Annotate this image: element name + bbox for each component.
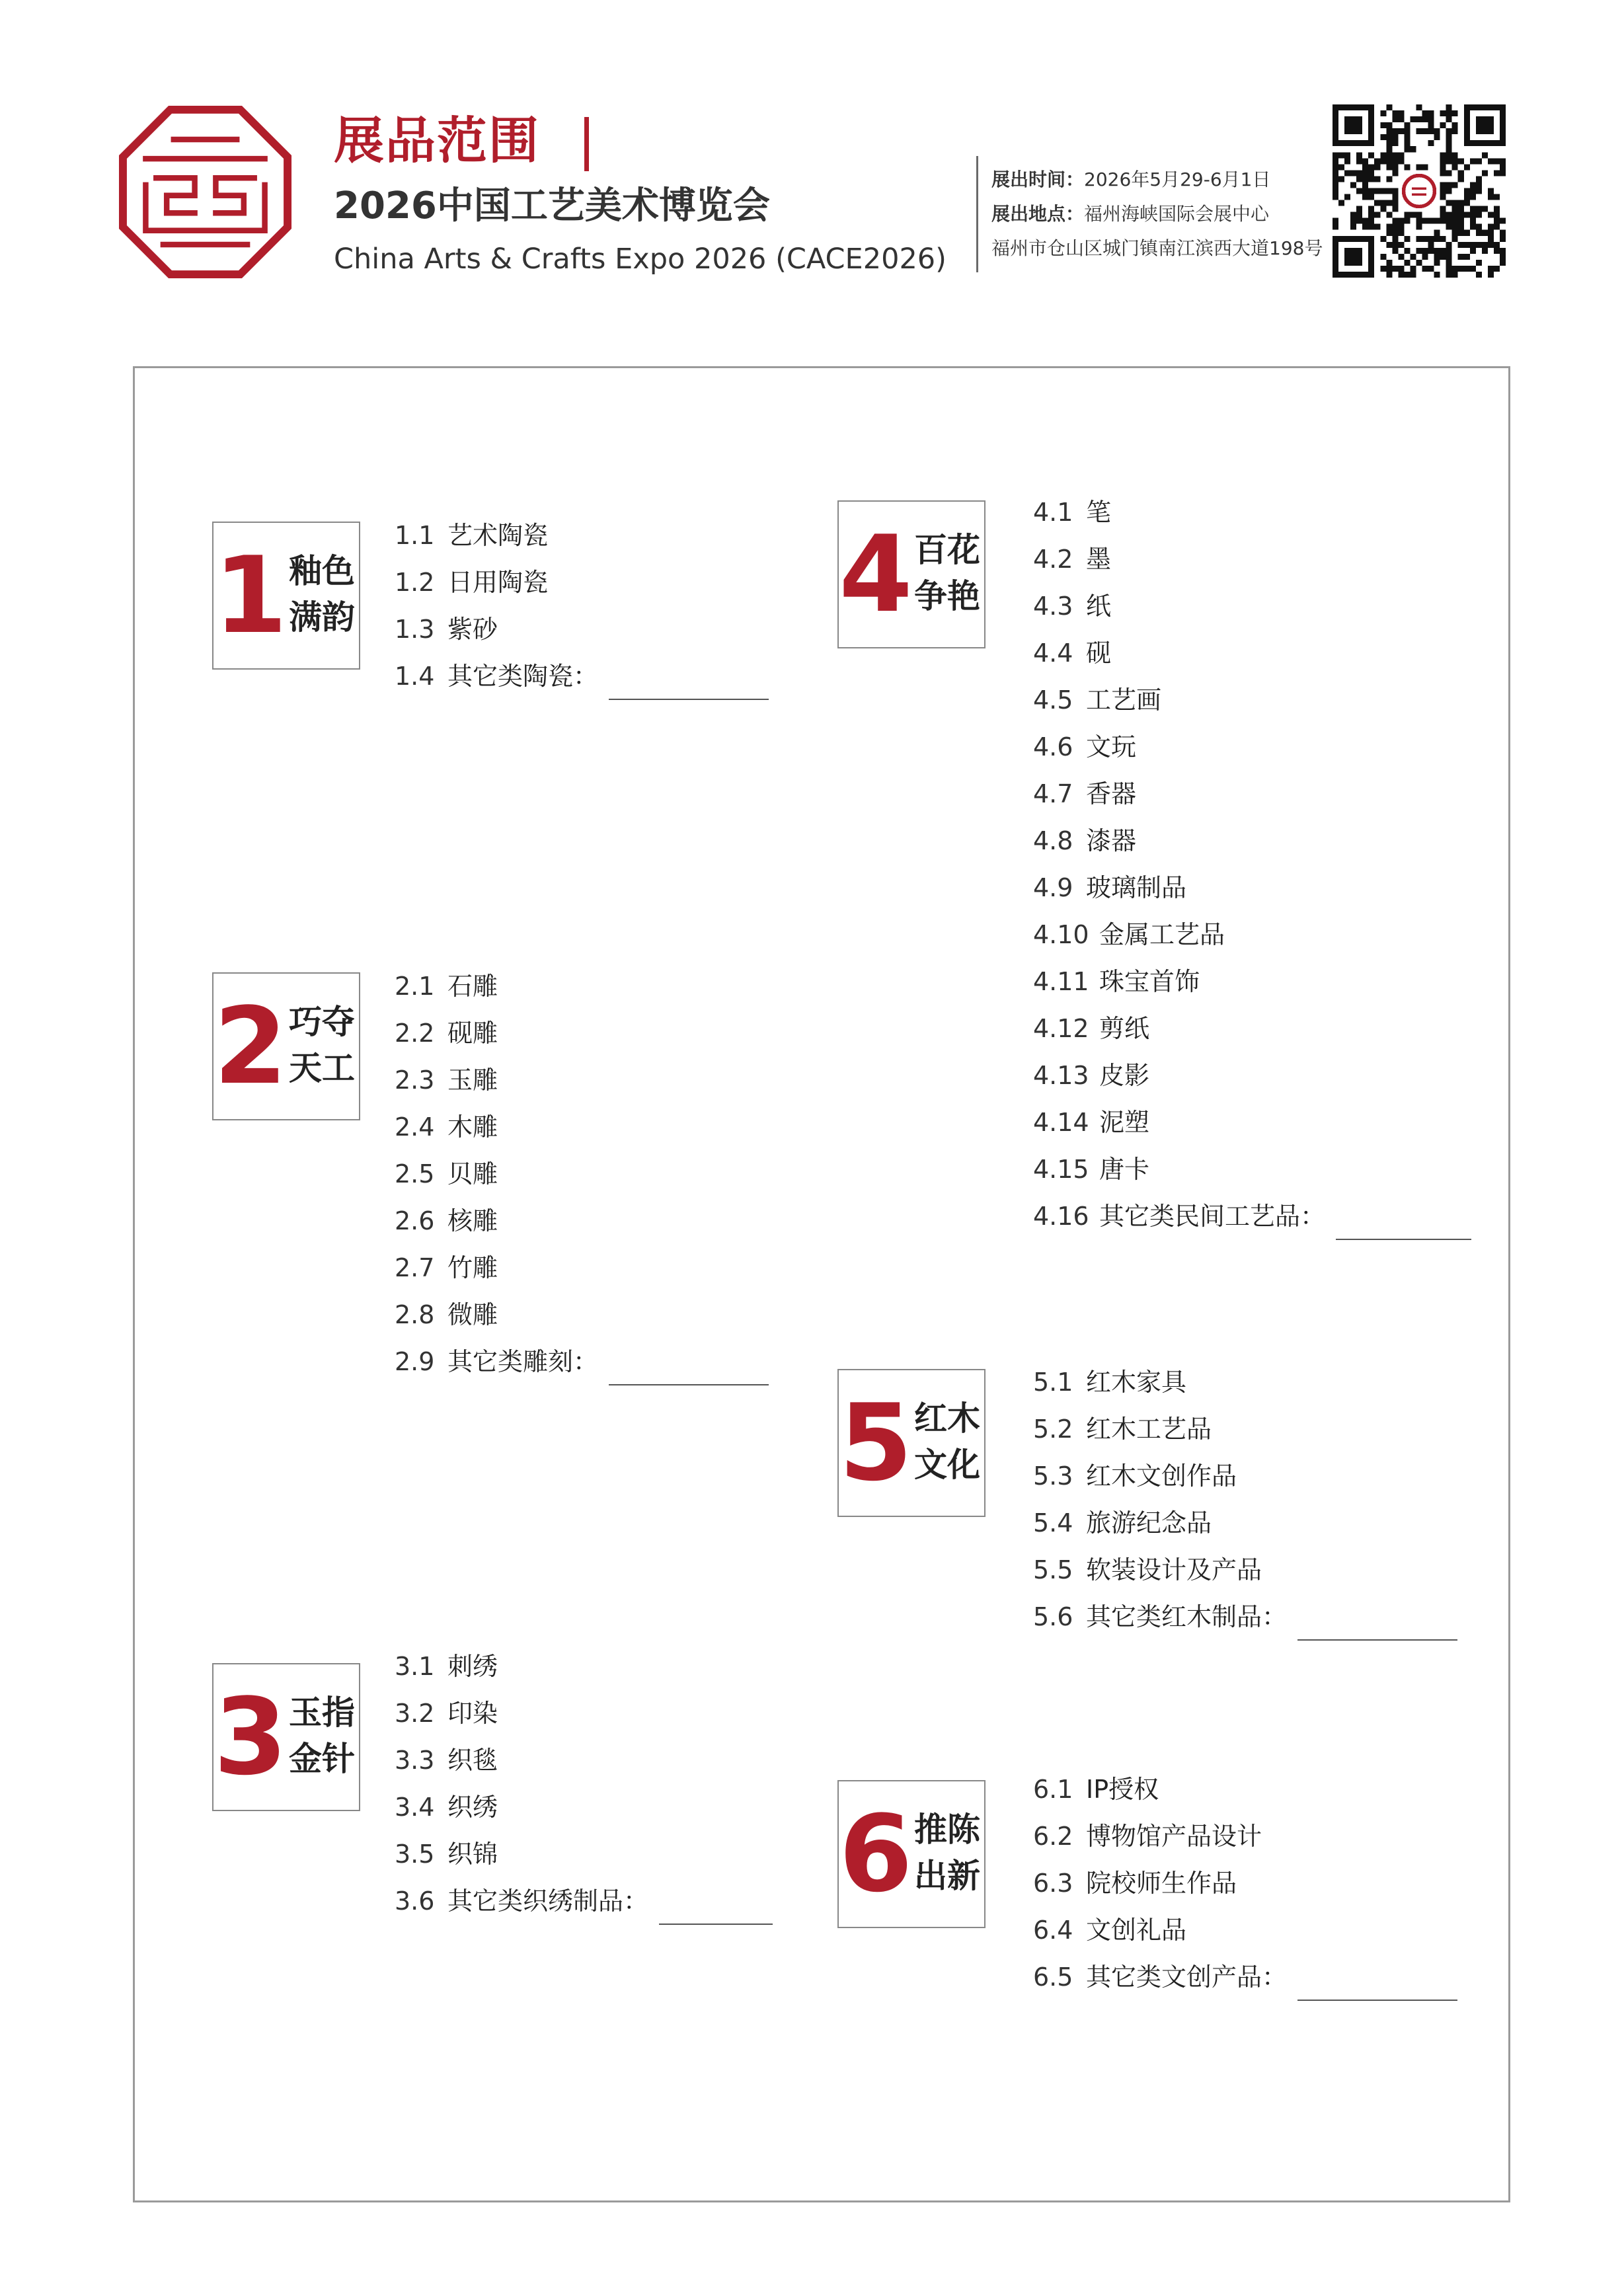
category-badge-5 xyxy=(837,1369,986,1517)
item-label: 文玩 xyxy=(1086,732,1137,761)
category-badge-4 xyxy=(837,500,986,648)
item-code: 5.5 xyxy=(1033,1555,1073,1584)
item-label: 泥塑 xyxy=(1099,1108,1150,1137)
item-code: 4.15 xyxy=(1033,1155,1089,1184)
item-label: 红木文创作品 xyxy=(1086,1461,1237,1491)
item-code: 4.14 xyxy=(1033,1108,1089,1137)
item-label: 漆器 xyxy=(1086,826,1137,855)
item-label: 工艺画 xyxy=(1086,685,1162,715)
category-list-3 xyxy=(395,1643,773,1925)
item-label: 红木工艺品 xyxy=(1086,1415,1212,1444)
list-item xyxy=(1033,1052,1471,1099)
item-label: 其它类红木制品： xyxy=(1086,1602,1288,1631)
exhibition-venue xyxy=(991,197,1323,231)
page-title: 展品范围 xyxy=(334,111,540,170)
item-label: 核雕 xyxy=(447,1206,498,1235)
item-code: 2.3 xyxy=(395,1066,435,1095)
list-item xyxy=(395,606,769,653)
list-item xyxy=(395,1151,769,1198)
expo-name: 2026中国工艺美术博览会 xyxy=(334,184,770,227)
item-label: 织锦 xyxy=(447,1840,498,1869)
list-item xyxy=(1033,1547,1457,1594)
item-code: 2.8 xyxy=(395,1300,435,1329)
list-item xyxy=(1033,724,1471,771)
item-code: 3.4 xyxy=(395,1793,435,1822)
category-name-line2: 出新 xyxy=(914,1857,980,1895)
item-code: 6.3 xyxy=(1033,1869,1073,1898)
category-list-1 xyxy=(395,512,769,700)
list-item xyxy=(395,1057,769,1104)
item-code: 4.12 xyxy=(1033,1014,1089,1043)
item-label: 红木家具 xyxy=(1086,1368,1187,1397)
fill-in-blank[interactable] xyxy=(1297,1606,1457,1641)
category-name-line2: 天工 xyxy=(289,1049,355,1087)
exhibition-venue-label: 展出地点： xyxy=(991,203,1085,225)
item-label: 唐卡 xyxy=(1099,1155,1150,1184)
item-label: 织毯 xyxy=(447,1746,498,1775)
list-item xyxy=(1033,958,1471,1005)
category-name-line1: 红木 xyxy=(914,1399,980,1438)
category-list-2 xyxy=(395,963,769,1385)
info-divider xyxy=(976,156,978,272)
category-name xyxy=(285,548,359,641)
item-label: 艺术陶瓷 xyxy=(447,521,549,550)
item-code: 4.1 xyxy=(1033,498,1073,527)
item-label: 纸 xyxy=(1086,592,1112,621)
item-code: 2.7 xyxy=(395,1253,435,1282)
list-item xyxy=(395,963,769,1010)
list-item xyxy=(1033,536,1471,583)
list-item xyxy=(395,1690,773,1737)
list-item xyxy=(395,1831,773,1878)
item-code: 3.2 xyxy=(395,1699,435,1728)
list-item xyxy=(395,1784,773,1831)
list-item xyxy=(1033,1594,1457,1641)
item-label: 软装设计及产品 xyxy=(1086,1555,1262,1584)
fill-in-blank[interactable] xyxy=(1297,1966,1457,2001)
category-number: 1 xyxy=(213,533,288,657)
item-code: 4.6 xyxy=(1033,732,1073,761)
item-label: 金属工艺品 xyxy=(1099,920,1225,949)
item-code: 4.16 xyxy=(1033,1202,1089,1231)
category-list-6 xyxy=(1033,1766,1457,2001)
category-name-line1: 百花 xyxy=(914,531,980,569)
list-item xyxy=(1033,818,1471,865)
category-name-line2: 满韵 xyxy=(289,598,355,637)
category-name-line1: 釉色 xyxy=(289,552,355,590)
list-item xyxy=(1033,489,1471,536)
item-code: 1.4 xyxy=(395,662,435,691)
list-item xyxy=(395,1010,769,1057)
item-code: 5.4 xyxy=(1033,1508,1073,1537)
expo-name-english: China Arts & Crafts Expo 2026 (CACE2026) xyxy=(334,243,947,276)
item-label: 其它类雕刻： xyxy=(447,1347,599,1376)
category-number: 3 xyxy=(213,1675,288,1799)
item-label: 笔 xyxy=(1086,498,1112,527)
item-label: 木雕 xyxy=(447,1112,498,1142)
list-item xyxy=(395,1104,769,1151)
title-divider xyxy=(584,117,589,171)
exhibition-time xyxy=(991,163,1323,197)
list-item xyxy=(395,1292,769,1339)
item-code: 2.9 xyxy=(395,1347,435,1376)
exhibition-time-value: 2026年5月29-6月1日 xyxy=(1084,169,1271,190)
list-item xyxy=(395,653,769,700)
item-label: 玻璃制品 xyxy=(1086,873,1187,902)
item-label: 珠宝首饰 xyxy=(1099,967,1200,996)
list-item xyxy=(1033,1860,1457,1907)
list-item xyxy=(1033,771,1471,818)
item-code: 6.5 xyxy=(1033,1963,1073,1992)
item-label: 刺绣 xyxy=(447,1652,498,1681)
list-item xyxy=(395,1878,773,1925)
list-item xyxy=(1033,630,1471,677)
list-item xyxy=(1033,1766,1457,1813)
list-item xyxy=(1033,583,1471,630)
item-code: 2.2 xyxy=(395,1019,435,1048)
exhibition-venue-value: 福州海峡国际会展中心 xyxy=(1084,203,1270,225)
item-code: 4.8 xyxy=(1033,826,1073,855)
item-label: 微雕 xyxy=(447,1300,498,1329)
item-label: 博物馆产品设计 xyxy=(1086,1822,1262,1851)
item-code: 3.5 xyxy=(395,1840,435,1869)
category-badge-3 xyxy=(212,1663,360,1811)
list-item xyxy=(395,559,769,606)
item-code: 2.1 xyxy=(395,972,435,1001)
item-label: 其它类民间工艺品： xyxy=(1099,1202,1326,1231)
category-name xyxy=(285,1690,359,1782)
category-name xyxy=(910,527,984,619)
item-code: 4.3 xyxy=(1033,592,1073,621)
item-code: 2.4 xyxy=(395,1112,435,1142)
list-item xyxy=(1033,1500,1457,1547)
list-item xyxy=(1033,677,1471,724)
item-label: 文创礼品 xyxy=(1086,1916,1187,1945)
item-label: 贝雕 xyxy=(447,1159,498,1188)
fill-in-blank[interactable] xyxy=(659,1890,773,1925)
item-code: 4.4 xyxy=(1033,639,1073,668)
item-code: 6.4 xyxy=(1033,1916,1073,1945)
list-item xyxy=(1033,1005,1471,1052)
item-code: 6.2 xyxy=(1033,1822,1073,1851)
item-code: 4.9 xyxy=(1033,873,1073,902)
category-name-line2: 金针 xyxy=(289,1740,355,1778)
list-item xyxy=(1033,1907,1457,1954)
item-label: 砚雕 xyxy=(447,1019,498,1048)
item-label: 玉雕 xyxy=(447,1066,498,1095)
item-code: 5.2 xyxy=(1033,1415,1073,1444)
category-number: 5 xyxy=(839,1381,913,1504)
list-item xyxy=(1033,865,1471,912)
item-label: 竹雕 xyxy=(447,1253,498,1282)
exhibition-address: 福州市仓山区城门镇南江滨西大道198号 xyxy=(991,237,1323,259)
item-label: 织绣 xyxy=(447,1793,498,1822)
category-name-line1: 推陈 xyxy=(914,1810,980,1849)
item-label: 其它类陶瓷： xyxy=(447,662,599,691)
item-label: 皮影 xyxy=(1099,1061,1150,1090)
list-item xyxy=(395,1245,769,1292)
category-name xyxy=(285,999,359,1091)
item-code: 5.1 xyxy=(1033,1368,1073,1397)
exhibition-time-label: 展出时间： xyxy=(991,169,1085,190)
list-item xyxy=(1033,1406,1457,1453)
item-label: 砚 xyxy=(1086,639,1112,668)
list-item xyxy=(395,1198,769,1245)
item-code: 1.3 xyxy=(395,615,435,644)
item-code: 4.13 xyxy=(1033,1061,1089,1090)
fill-in-blank[interactable] xyxy=(609,666,769,700)
item-code: 5.3 xyxy=(1033,1461,1073,1491)
category-name-line1: 玉指 xyxy=(289,1693,355,1732)
category-list-4 xyxy=(1033,489,1471,1240)
item-label: 墨 xyxy=(1086,545,1112,574)
fill-in-blank[interactable] xyxy=(609,1351,769,1385)
item-label: 院校师生作品 xyxy=(1086,1869,1237,1898)
list-item xyxy=(395,512,769,559)
item-code: 6.1 xyxy=(1033,1775,1073,1804)
item-code: 3.3 xyxy=(395,1746,435,1775)
item-code: 4.5 xyxy=(1033,685,1073,715)
fill-in-blank[interactable] xyxy=(1336,1206,1471,1240)
list-item xyxy=(395,1643,773,1690)
category-name xyxy=(910,1807,984,1899)
item-code: 2.5 xyxy=(395,1159,435,1188)
item-label: 日用陶瓷 xyxy=(447,568,549,597)
category-name-line1: 巧夺 xyxy=(289,1003,355,1041)
category-badge-6 xyxy=(837,1780,986,1928)
item-label: 石雕 xyxy=(447,972,498,1001)
list-item xyxy=(1033,1193,1471,1240)
list-item xyxy=(1033,1453,1457,1500)
category-number: 2 xyxy=(213,984,288,1108)
item-label: 紫砂 xyxy=(447,615,498,644)
category-badge-1 xyxy=(212,522,360,670)
expo-logo xyxy=(118,104,293,280)
list-item xyxy=(1033,1954,1457,2001)
item-label: 其它类织绣制品： xyxy=(447,1887,649,1916)
item-label: IP授权 xyxy=(1086,1775,1159,1804)
item-label: 旅游纪念品 xyxy=(1086,1508,1212,1537)
item-label: 其它类文创产品： xyxy=(1086,1963,1288,1992)
item-label: 香器 xyxy=(1086,779,1137,808)
item-code: 1.2 xyxy=(395,568,435,597)
item-code: 3.6 xyxy=(395,1887,435,1916)
item-code: 4.7 xyxy=(1033,779,1073,808)
list-item xyxy=(1033,1813,1457,1860)
qr-code[interactable] xyxy=(1333,104,1506,278)
category-number: 4 xyxy=(839,512,913,636)
list-item xyxy=(1033,1099,1471,1146)
category-list-5 xyxy=(1033,1359,1457,1641)
category-name-line2: 文化 xyxy=(914,1446,980,1484)
item-code: 4.11 xyxy=(1033,967,1089,996)
item-code: 3.1 xyxy=(395,1652,435,1681)
category-badge-2 xyxy=(212,972,360,1120)
list-item xyxy=(395,1737,773,1784)
list-item xyxy=(395,1339,769,1385)
category-name-line2: 争艳 xyxy=(914,577,980,615)
item-code: 1.1 xyxy=(395,521,435,550)
list-item xyxy=(1033,1359,1457,1406)
expo-info xyxy=(991,163,1323,266)
item-code: 4.2 xyxy=(1033,545,1073,574)
item-code: 4.10 xyxy=(1033,920,1089,949)
item-label: 印染 xyxy=(447,1699,498,1728)
item-label: 剪纸 xyxy=(1099,1014,1150,1043)
list-item xyxy=(1033,1146,1471,1193)
item-code: 5.6 xyxy=(1033,1602,1073,1631)
category-name xyxy=(910,1395,984,1488)
category-number: 6 xyxy=(839,1792,913,1916)
list-item xyxy=(1033,912,1471,958)
item-code: 2.6 xyxy=(395,1206,435,1235)
